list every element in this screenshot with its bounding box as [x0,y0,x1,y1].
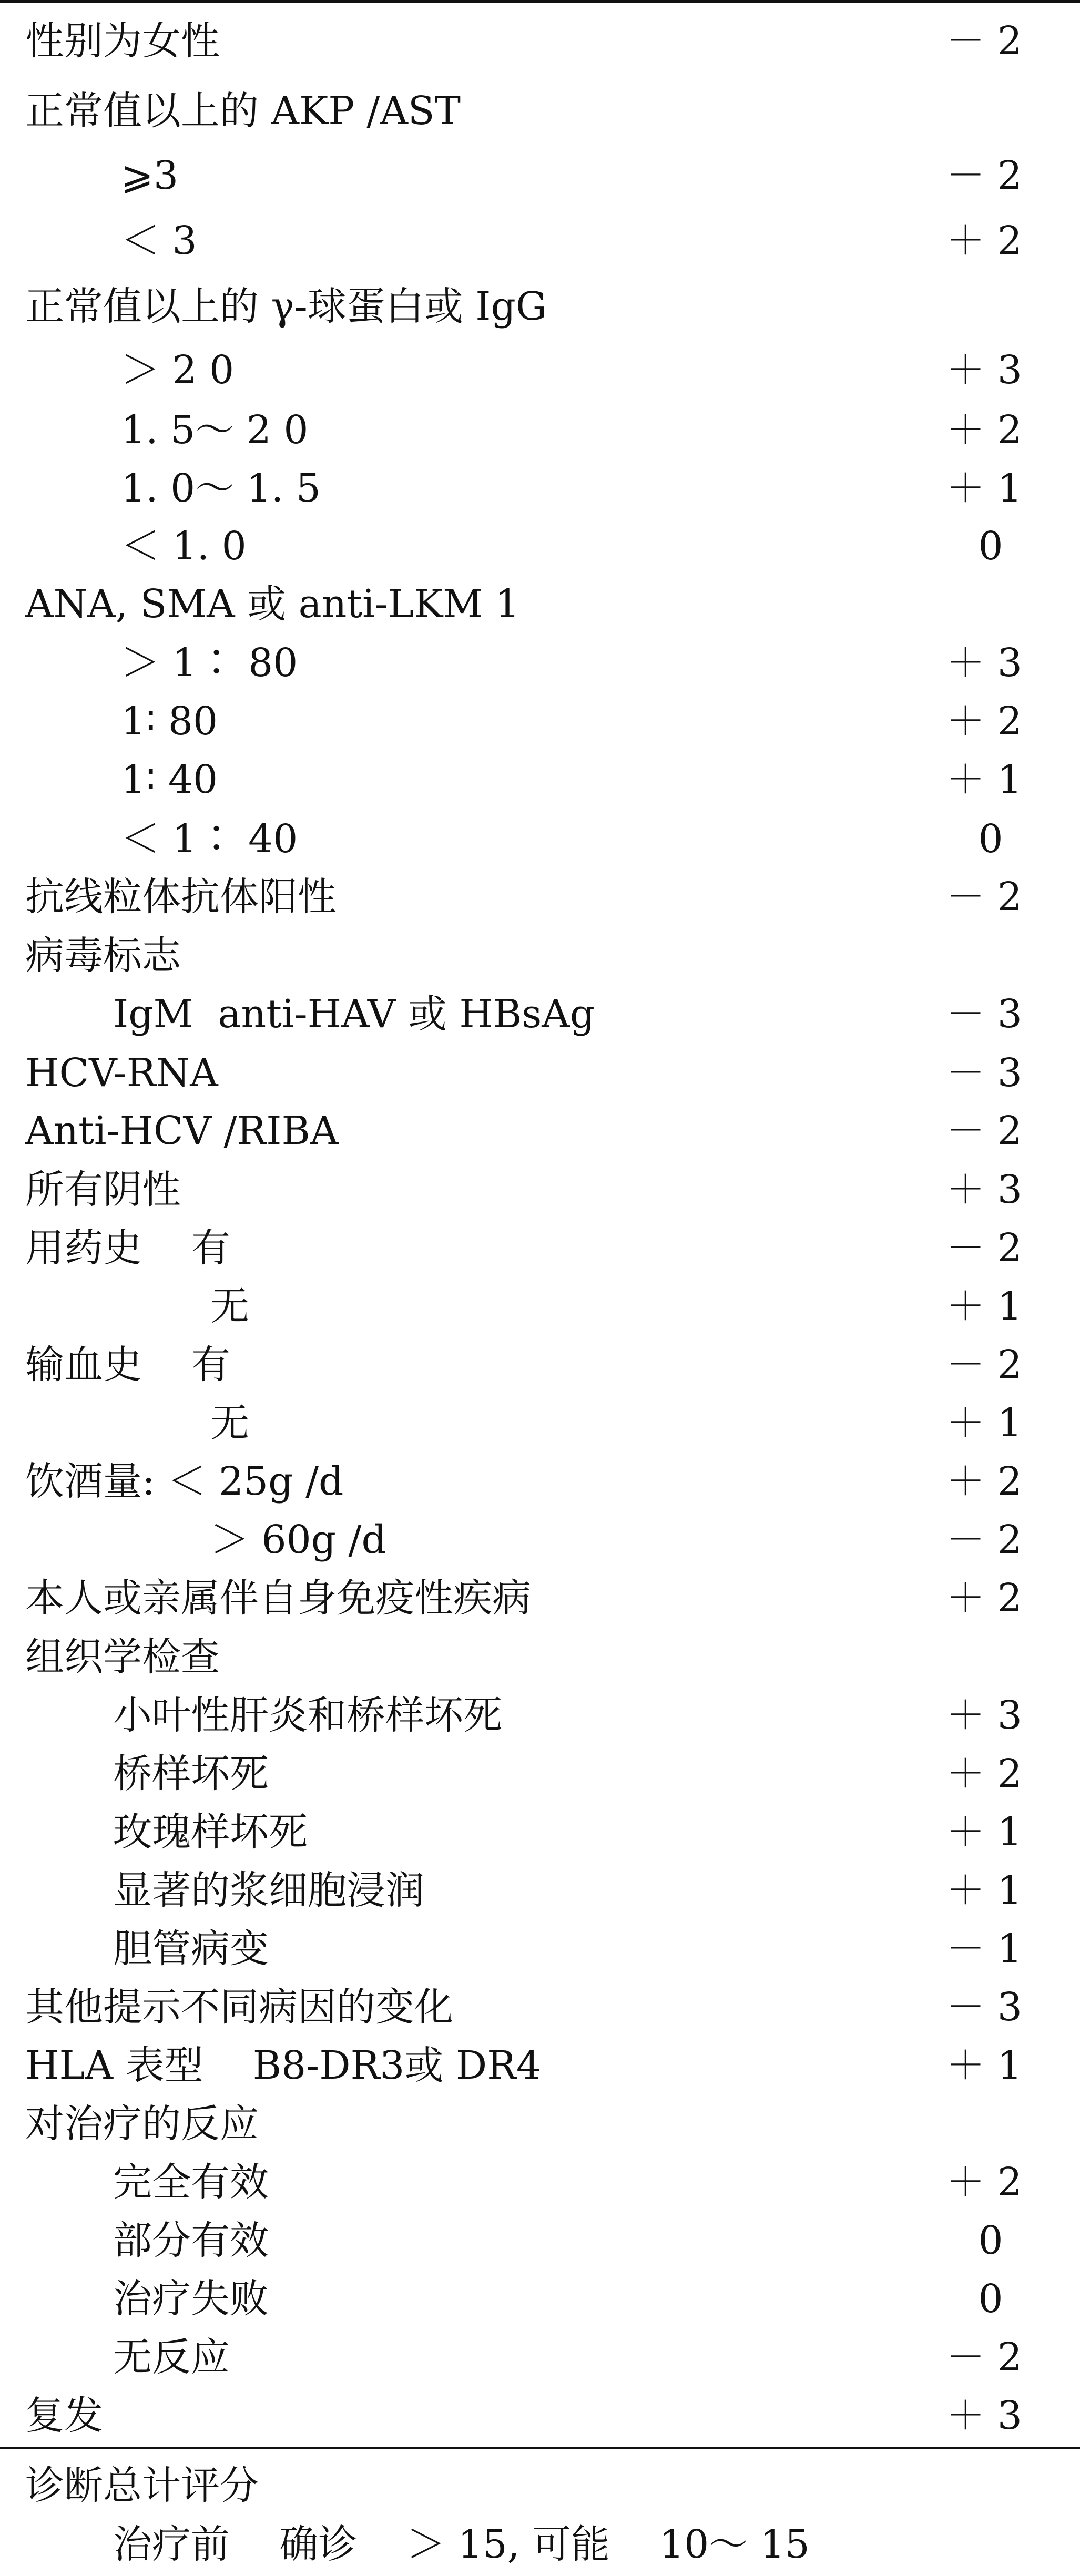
row-label: HCV-RNA [25,1050,218,1096]
table-row [0,2094,1080,2153]
row-label: 1. 0～ 1. 5 [121,466,321,511]
table-row [0,1044,1080,1102]
row-score: ＋ 2 [946,218,1022,263]
table-row [0,750,1080,809]
row-score: ＋ 3 [946,640,1022,686]
table-row [0,1277,1080,1336]
row-label: 胆管病变 [113,1926,269,1971]
row-score: － 2 [946,874,1022,919]
table-row [0,1569,1080,1628]
row-score: － 3 [946,1050,1022,1096]
row-score: － 2 [946,1342,1022,1387]
table-row [0,1861,1080,1920]
row-score: ＋ 1 [946,2043,1022,2088]
row-label: 正常值以上的 AKP /AST [25,88,461,134]
row-score: 0 [978,816,1003,862]
row-score: － 2 [946,1108,1022,1153]
row-score: ＋ 2 [946,699,1022,744]
row-label: ＞ 2 0 [121,347,235,393]
row-label: Anti-HCV /RIBA [25,1108,339,1153]
table-row [0,1219,1080,1277]
row-score: ＋ 3 [946,1693,1022,1738]
row-score: ＋ 3 [946,2393,1022,2438]
row-label: 所有阴性 [25,1167,181,1212]
row-label: 无反应 [113,2335,230,2380]
row-label: 完全有效 [113,2160,269,2205]
table-row [0,1452,1080,1511]
row-label: 治疗失败 [113,2276,269,2322]
row-label: 正常值以上的 γ-球蛋白或 IgG [25,284,547,329]
table-row [0,1628,1080,1686]
table-row [0,1101,1080,1160]
table-row [0,146,1080,205]
row-label: 性别为女性 [25,18,220,64]
row-label: ＞ 1∶ 80 [121,640,298,686]
row-label: ＜ 1. 0 [121,524,247,569]
summary-title-row [0,2456,1080,2515]
row-score: ＋ 3 [946,347,1022,393]
summary-line-row [0,2515,1080,2574]
row-label: 输血史 有 [25,1342,231,1387]
row-label: ＜ 3 [121,218,197,263]
table-row [0,211,1080,270]
table-row [0,1394,1080,1453]
row-label: 显著的浆细胞浸润 [113,1868,424,1913]
row-label: ＞ 60g /d [210,1517,386,1562]
row-score: ＋ 2 [946,1459,1022,1504]
row-score: － 2 [946,1225,1022,1271]
table-row [0,277,1080,336]
row-label: 饮酒量: ＜ 25g /d [25,1459,344,1504]
row-label: ⩾3 [121,153,179,198]
row-score: ＋ 3 [946,1167,1022,1212]
row-score: ＋ 2 [946,1576,1022,1621]
table-top-rule [0,0,1080,3]
row-score: － 3 [946,991,1022,1037]
row-score: ＋ 2 [946,1751,1022,1796]
table-row [0,401,1080,459]
summary-line: 治疗前 确诊 ＞ 15, 可能 10～ 15 [113,2522,810,2567]
table-row [0,81,1080,140]
table-row [0,2386,1080,2445]
row-label: 1∶ 80 [121,699,218,744]
table-row [0,1919,1080,1978]
row-label: ＜ 1∶ 40 [121,816,298,862]
table-row [0,633,1080,692]
table-row [0,1510,1080,1569]
row-score: － 3 [946,1985,1022,2030]
table-row [0,1160,1080,1219]
row-score: ＋ 1 [946,466,1022,511]
table-row [0,2270,1080,2328]
row-label: 其他提示不同病因的变化 [25,1985,453,2030]
row-label: IgM anti-HAV 或 HBsAg [113,991,595,1037]
row-label: 用药史 有 [25,1225,231,1271]
table-row [0,1978,1080,2037]
row-label: 复发 [25,2393,103,2438]
table-row [0,575,1080,633]
table-row [0,1744,1080,1803]
row-score: － 2 [946,2335,1022,2380]
row-score: ＋ 1 [946,1810,1022,1855]
row-label: 玫瑰样坏死 [113,1810,308,1855]
table-row [0,926,1080,985]
row-label: 1. 5～ 2 0 [121,407,309,453]
row-label: 组织学检查 [25,1634,220,1680]
table-row [0,2153,1080,2212]
row-label: 抗线粒体抗体阳性 [25,874,337,919]
row-score: － 2 [946,18,1022,64]
table-summary-rule [0,2447,1080,2449]
row-label: 1∶ 40 [121,757,218,802]
table-row [0,2036,1080,2095]
row-score: 0 [978,2218,1003,2263]
table-row [0,985,1080,1044]
table-row [0,341,1080,400]
table-row [0,810,1080,868]
row-score: ＋ 2 [946,407,1022,453]
row-label: 桥样坏死 [113,1751,269,1796]
table-row [0,867,1080,926]
summary-title: 诊断总计评分 [25,2463,259,2508]
row-score: ＋ 2 [946,2160,1022,2205]
table-row [0,517,1080,576]
row-score: － 2 [946,1517,1022,1562]
row-score: 0 [978,2276,1003,2322]
row-score: ＋ 1 [946,1284,1022,1329]
table-row [0,1686,1080,1745]
table-row [0,2211,1080,2270]
table-row [0,1335,1080,1394]
row-label: 部分有效 [113,2218,269,2263]
row-label: 本人或亲属伴自身免疫性疾病 [25,1576,531,1621]
row-label: HLA 表型 B8-DR3或 DR4 [25,2043,541,2088]
row-label: 病毒标志 [25,933,181,978]
row-label: 对治疗的反应 [25,2101,259,2146]
row-score: 0 [978,524,1003,569]
table-row [0,692,1080,751]
row-score: ＋ 1 [946,757,1022,802]
row-score: ＋ 1 [946,1868,1022,1913]
row-score: － 1 [946,1926,1022,1971]
table-row [0,2328,1080,2387]
row-label: 无 [210,1284,249,1329]
row-label: ANA, SMA 或 anti-LKM 1 [25,581,520,627]
row-label: 无 [210,1401,249,1446]
row-label: 小叶性肝炎和桥样坏死 [113,1693,502,1738]
row-score: － 2 [946,153,1022,198]
table-row [0,459,1080,518]
row-score: ＋ 1 [946,1401,1022,1446]
table-row [0,12,1080,70]
table-row [0,1803,1080,1862]
